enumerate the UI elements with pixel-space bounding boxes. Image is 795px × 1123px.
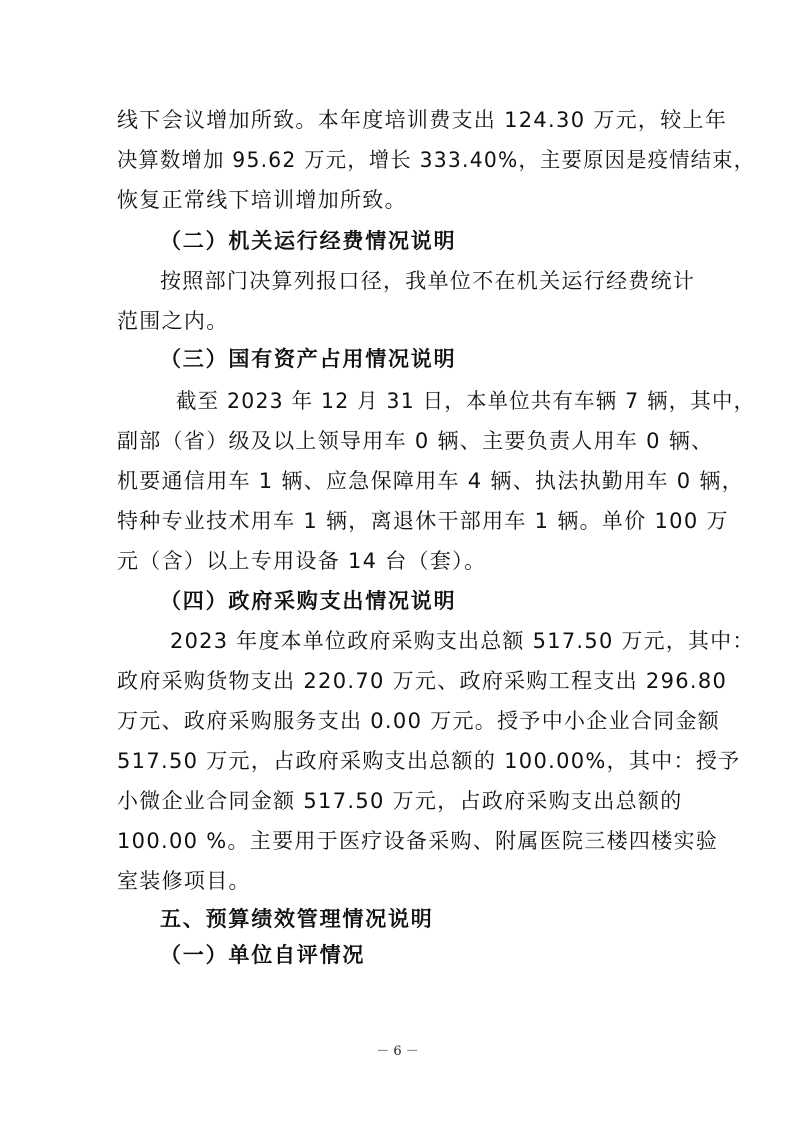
paragraph-line: 小微企业合同金额 517.50 万元，占政府采购支出总额的	[117, 789, 683, 813]
paragraph-line: 决算数增加 95.62 万元，增长 333.40%，主要原因是疫情结束，	[117, 148, 756, 172]
paragraph-line: 室装修项目。	[117, 869, 251, 893]
page-number: － 6 －	[376, 1044, 419, 1059]
paragraph-line: 517.50 万元，占政府采购支出总额的 100.00%，其中：授予	[117, 749, 741, 773]
section-heading-5: 五、预算绩效管理情况说明	[160, 907, 434, 931]
paragraph-line: 100.00 %。主要用于医疗设备采购、附属医院三楼四楼实验	[117, 829, 719, 853]
paragraph-line: 元（含）以上专用设备 14 台（套）。	[117, 549, 487, 573]
section-heading-2: （二）机关运行经费情况说明	[160, 229, 457, 253]
section-heading-4: （四）政府采购支出情况说明	[160, 589, 457, 613]
paragraph-line: 线下会议增加所致。本年度培训费支出 124.30 万元，较上年	[117, 108, 728, 132]
paragraph-line: 机要通信用车 1 辆、应急保障用车 4 辆、执法执勤用车 0 辆，	[117, 469, 745, 493]
paragraph-line: 万元、政府采购服务支出 0.00 万元。授予中小企业合同金额	[117, 709, 721, 733]
subsection-heading: （一）单位自评情况	[160, 943, 366, 967]
paragraph-line: 截至 2023 年 12 月 31 日，本单位共有车辆 7 辆，其中，	[176, 389, 756, 413]
paragraph-line: 特种专业技术用车 1 辆，离退休干部用车 1 辆。单价 100 万	[117, 509, 729, 533]
paragraph-line: 政府采购货物支出 220.70 万元、政府采购工程支出 296.80	[117, 669, 728, 693]
paragraph-line: 按照部门决算列报口径，我单位不在机关运行经费统计	[160, 269, 696, 293]
paragraph-line: 2023 年度本单位政府采购支出总额 517.50 万元，其中：	[170, 629, 755, 653]
paragraph-line: 范围之内。	[117, 309, 229, 333]
paragraph-line: 副部（省）级及以上领导用车 0 辆、主要负责人用车 0 辆、	[117, 429, 714, 453]
section-heading-3: （三）国有资产占用情况说明	[160, 347, 457, 371]
paragraph-line: 恢复正常线下培训增加所致。	[117, 188, 407, 212]
